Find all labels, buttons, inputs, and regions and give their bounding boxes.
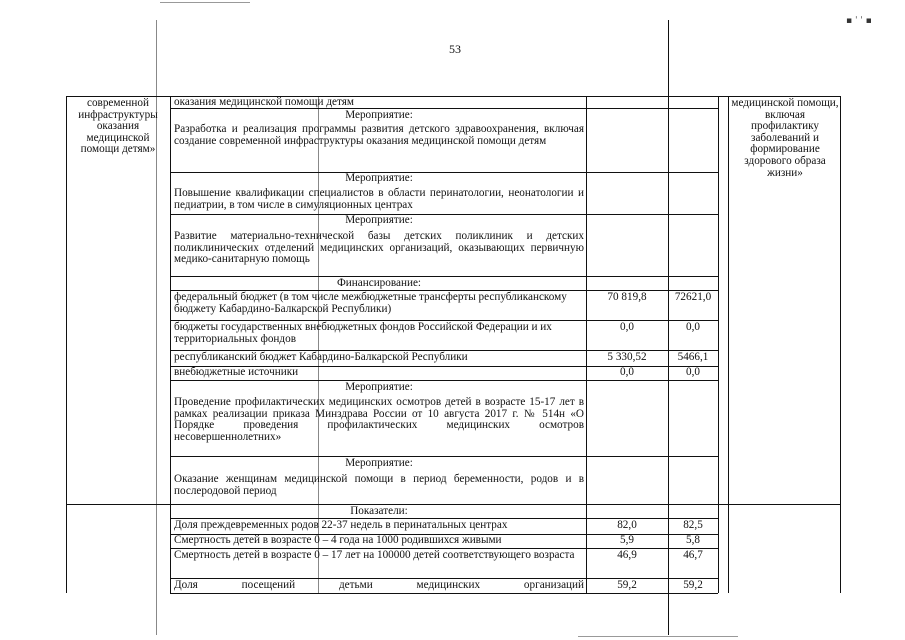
financing-label: республиканский бюджет Кабардино-Балкарской Республики <box>174 351 468 363</box>
financing-label: внебюджетные источники <box>174 366 299 378</box>
table-border-right <box>840 96 841 593</box>
table-border-left <box>66 96 67 593</box>
value-cell: 82,0 <box>617 519 637 531</box>
event-text: Проведение профилактических медицинских осмотров детей в возрасте 15-17 лет в рамках реализации приказа Минздрава России от 10 августа 2017 г. № 514н «О Порядке проведения профилактических медицинских осмотров несовершеннолетних» <box>174 396 584 443</box>
page-number: 53 <box>449 42 461 56</box>
right-column-text: медицинской помощи, включая профилактику заболеваний и формирование здорового образа жизни» <box>731 97 839 179</box>
financing-label: бюджеты государственных внебюджетных фондов Российской Федерации и их территориальных фондов <box>174 321 552 345</box>
table-col-divider <box>728 96 729 593</box>
indicator-label: Доля посещений детьми медицинских организаций <box>174 579 584 591</box>
event-title: Мероприятие: <box>345 172 413 184</box>
table-col-divider <box>668 20 669 635</box>
financing-label: федеральный бюджет (в том числе межбюджетные трансферты республиканскому бюджету Кабардино-Балкарской Республики) <box>174 291 567 315</box>
value-cell: 46,7 <box>683 549 703 561</box>
value-cell: 0,0 <box>620 366 634 378</box>
left-column-text: современной инфраструктуры оказания медицинской помощи детям» <box>78 97 158 156</box>
value-cell: 70 819,8 <box>607 291 647 303</box>
value-cell: 5,8 <box>686 534 700 546</box>
value-cell: 0,0 <box>686 366 700 378</box>
scan-line-top <box>160 2 250 3</box>
value-cell: 59,2 <box>683 579 703 591</box>
event-title: Мероприятие: <box>345 381 413 393</box>
event-text: Разработка и реализация программы развития детского здравоохранения, включая создание современной инфраструктуры оказания медицинской помощи детям <box>174 123 584 147</box>
value-cell: 59,2 <box>617 579 637 591</box>
value-cell: 82,5 <box>683 519 703 531</box>
event-text: Повышение квалификации специалистов в области перинатологии, неонатологии и педиатрии, в том числе в симуляционных центрах <box>174 187 584 211</box>
table-row-line <box>170 456 718 457</box>
value-cell: 0,0 <box>620 321 634 333</box>
financing-title: Финансирование: <box>336 277 422 289</box>
value-cell: 46,9 <box>617 549 637 561</box>
event-title: Мероприятие: <box>345 214 413 226</box>
value-cell: 5 330,52 <box>607 351 647 363</box>
row-text: оказания медицинской помощи детям <box>174 96 354 108</box>
event-text: Оказание женщинам медицинской помощи в период беременности, родов и в послеродовой период <box>174 473 584 497</box>
event-title: Мероприятие: <box>345 457 413 469</box>
value-cell: 5466,1 <box>677 351 709 363</box>
value-cell: 72621,0 <box>674 291 712 303</box>
table-row-line <box>170 593 718 594</box>
scan-line-bottom <box>578 636 738 637</box>
table-section-line <box>66 504 840 505</box>
event-title: Мероприятие: <box>345 109 413 121</box>
indicator-label: Смертность детей в возрасте 0 – 17 лет на 100000 детей соответствующего возраста <box>174 549 575 561</box>
indicator-label: Доля преждевременных родов 22-37 недель в перинатальных центрах <box>174 519 508 531</box>
value-cell: 0,0 <box>686 321 700 333</box>
table-row-line <box>170 276 718 277</box>
indicator-label: Смертность детей в возрасте 0 – 4 года на 1000 родившихся живыми <box>174 534 502 546</box>
value-cell: 5,9 <box>620 534 634 546</box>
table-row-line <box>170 380 718 381</box>
event-text: Развитие материально-технической базы детских поликлиник и детских поликлинических отделений медицинских организаций, оказывающих первичную медико-санитарную помощь <box>174 230 584 266</box>
scan-mark: ▪ ˈ ˈ ▪ <box>846 16 872 26</box>
indicators-title: Показатели: <box>350 505 408 517</box>
table-col-divider <box>718 96 719 593</box>
